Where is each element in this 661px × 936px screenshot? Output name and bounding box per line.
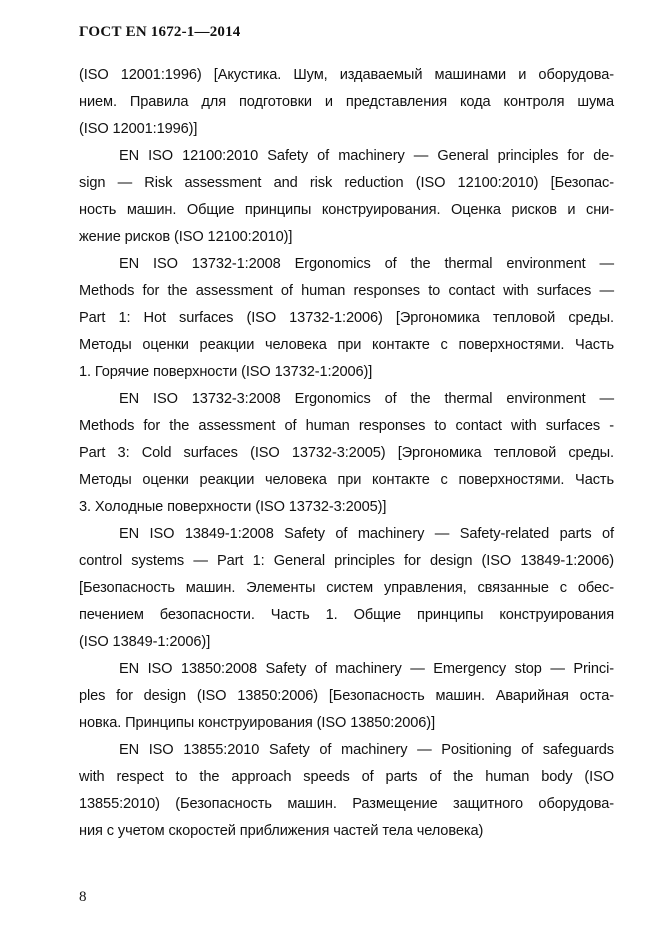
text-line: 3. Холодные поверхности (ISO 13732-3:2005)]	[79, 499, 387, 515]
text-line: Methods for the assessment of human responses to contact with surfaces -	[79, 418, 614, 434]
text-line: control systems — Part 1: General principles for design (ISO 13849-1:2006)	[79, 553, 614, 569]
page-number: 8	[79, 889, 87, 905]
text-line: with respect to the approach speeds of parts of the human body (ISO	[79, 769, 614, 785]
text-line: (ISO 12001:1996) [Акустика. Шум, издаваемый машинами и оборудова-	[79, 67, 614, 83]
reference-paragraph	[79, 251, 614, 386]
text-line: Методы оценки реакции человека при контакте с поверхностями. Часть	[79, 472, 614, 488]
text-line: 13855:2010) (Безопасность машин. Размещение защитного оборудова-	[79, 796, 614, 812]
text-line: EN ISO 13855:2010 Safety of machinery — Positioning of safeguards	[119, 742, 614, 758]
text-line: ния с учетом скоростей приближения частей тела человека)	[79, 823, 484, 839]
text-line: Part 3: Cold surfaces (ISO 13732-3:2005) [Эргономика тепловой среды.	[79, 445, 614, 461]
text-line: ность машин. Общие принципы конструирования. Оценка рисков и сни-	[79, 202, 614, 218]
text-line: Методы оценки реакции человека при контакте с поверхностями. Часть	[79, 337, 614, 353]
text-line: новка. Принципы конструирования (ISO 13850:2006)]	[79, 715, 436, 731]
text-line: ples for design (ISO 13850:2006) [Безопасность машин. Аварийная оста-	[79, 688, 614, 704]
reference-paragraph	[79, 143, 614, 251]
text-line: sign — Risk assessment and risk reduction (ISO 12100:2010) [Безопас-	[79, 175, 614, 191]
text-line: 1. Горячие поверхности (ISO 13732-1:2006)]	[79, 364, 373, 380]
text-line: жение рисков (ISO 12100:2010)]	[79, 229, 293, 245]
text-line: нием. Правила для подготовки и представления кода контроля шума	[79, 94, 614, 110]
text-line: Methods for the assessment of human responses to contact with surfaces —	[79, 283, 614, 299]
reference-paragraph	[79, 656, 614, 737]
text-line: EN ISO 12100:2010 Safety of machinery — General principles for de-	[119, 148, 614, 164]
reference-paragraph	[79, 62, 614, 143]
reference-paragraph	[79, 737, 614, 845]
document-body	[79, 62, 614, 845]
reference-paragraph	[79, 386, 614, 521]
text-line: (ISO 13849-1:2006)]	[79, 634, 211, 650]
document-header: ГОСТ EN 1672-1—2014	[79, 24, 241, 40]
text-line: EN ISO 13732-1:2008 Ergonomics of the thermal environment —	[119, 256, 614, 272]
text-line: печением безопасности. Часть 1. Общие принципы конструирования	[79, 607, 614, 623]
text-line: EN ISO 13849-1:2008 Safety of machinery — Safety-related parts of	[119, 526, 614, 542]
text-line: [Безопасность машин. Элементы систем управления, связанные с обес-	[79, 580, 614, 596]
text-line: (ISO 12001:1996)]	[79, 121, 198, 137]
reference-paragraph	[79, 521, 614, 656]
text-line: Part 1: Hot surfaces (ISO 13732-1:2006) [Эргономика тепловой среды.	[79, 310, 614, 326]
text-line: EN ISO 13732-3:2008 Ergonomics of the thermal environment —	[119, 391, 614, 407]
text-line: EN ISO 13850:2008 Safety of machinery — Emergency stop — Princi-	[119, 661, 614, 677]
